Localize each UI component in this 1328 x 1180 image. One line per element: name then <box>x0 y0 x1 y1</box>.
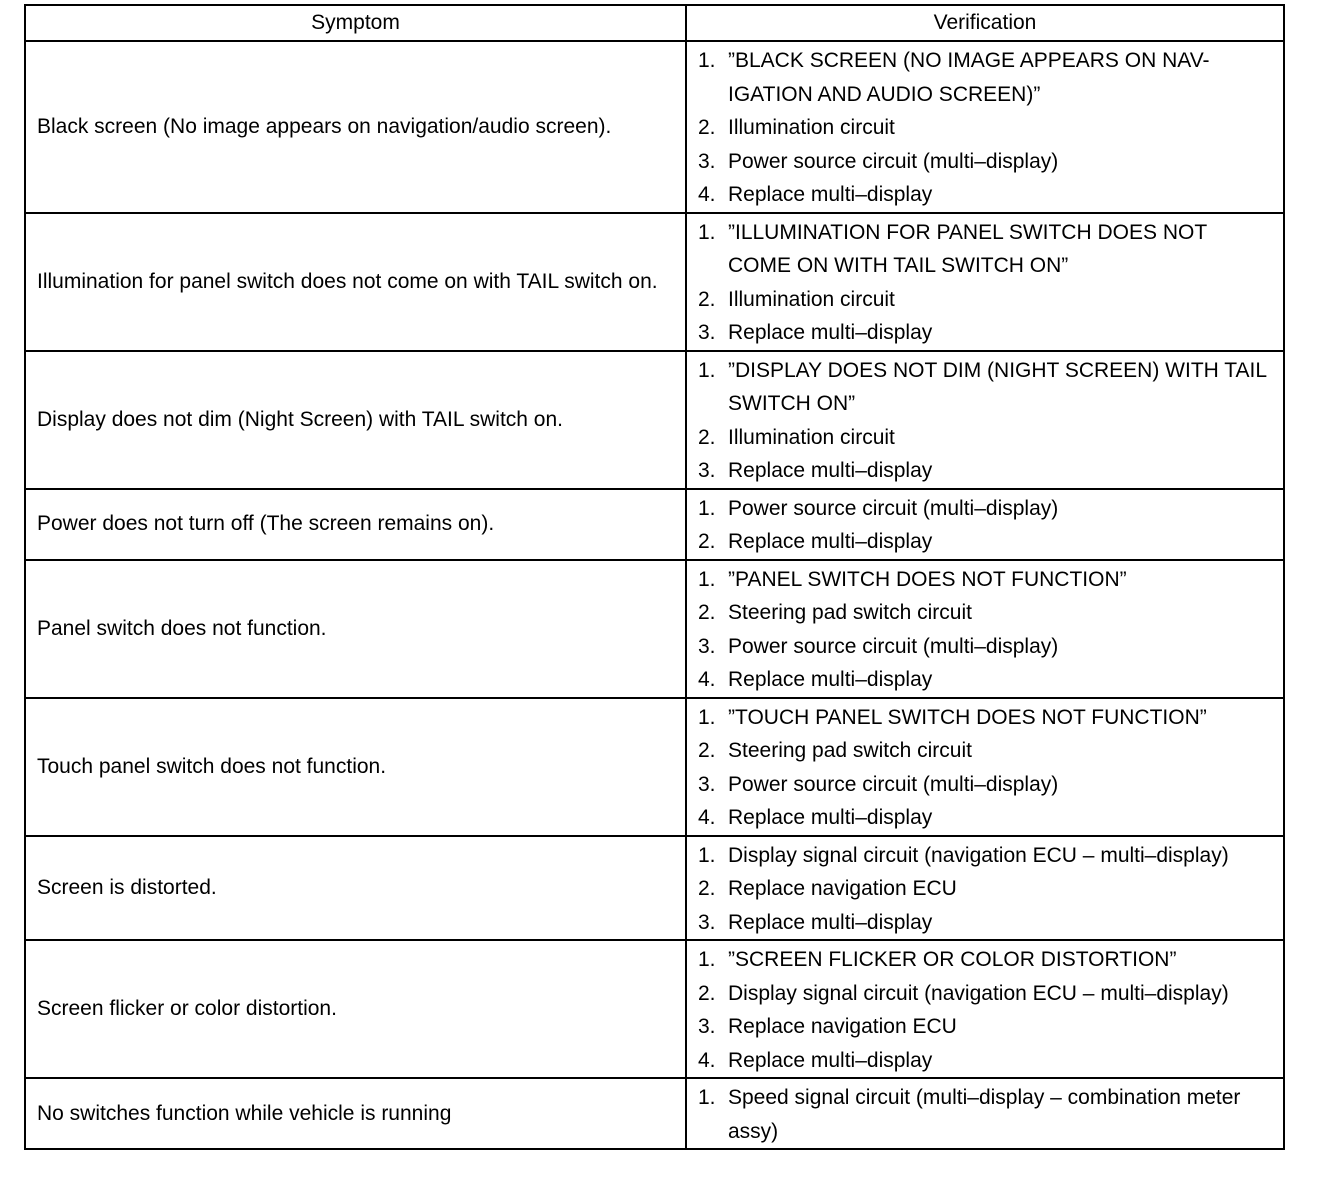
table-row <box>25 698 1284 836</box>
verification-cell <box>686 351 1284 489</box>
verification-steps <box>698 1081 1273 1148</box>
step-number: 4. <box>698 668 716 691</box>
symptom-cell: Display does not dim (Night Screen) with TAIL switch on. <box>25 351 686 489</box>
step-number: 2. <box>698 425 716 449</box>
verification-step <box>698 178 1273 212</box>
symptom-cell: Black screen (No image appears on navigation/audio screen). <box>25 41 686 213</box>
verification-step <box>698 768 1273 802</box>
verification-step <box>698 943 1273 977</box>
step-number: 1. <box>698 220 716 244</box>
step-text: Illumination circuit <box>728 425 895 449</box>
header-row <box>25 5 1284 41</box>
verification-steps <box>698 563 1273 697</box>
step-text: ”TOUCH PANEL SWITCH DOES NOT FUNCTION” <box>728 705 1207 729</box>
step-text: Illumination circuit <box>728 116 895 139</box>
verification-step <box>698 283 1273 317</box>
step-text: Replace multi–display <box>728 321 933 344</box>
symptom-cell: No switches function while vehicle is running <box>25 1078 686 1149</box>
verification-step <box>698 1081 1273 1148</box>
step-text: Speed signal circuit (multi–display – combination meter assy) <box>728 1086 1241 1143</box>
step-number: 3. <box>698 459 716 482</box>
verification-cell <box>686 836 1284 941</box>
step-number: 1. <box>698 843 716 867</box>
verification-step <box>698 354 1273 421</box>
verification-step <box>698 734 1273 768</box>
step-text: Replace navigation ECU <box>728 877 957 900</box>
step-number: 3. <box>698 149 716 173</box>
step-number: 1. <box>698 705 716 729</box>
symptom-cell: Illumination for panel switch does not come on with TAIL switch on. <box>25 213 686 351</box>
verification-step <box>698 44 1273 111</box>
verification-step <box>698 454 1273 488</box>
step-number: 2. <box>698 981 716 1005</box>
step-number: 1. <box>698 496 716 520</box>
verification-cell <box>686 213 1284 351</box>
verification-steps <box>698 44 1273 212</box>
symptom-cell: Power does not turn off (The screen remains on). <box>25 489 686 560</box>
step-number: 4. <box>698 806 716 829</box>
verification-steps <box>698 354 1273 488</box>
step-number: 2. <box>698 116 716 139</box>
verification-step <box>698 801 1273 835</box>
step-text: ”ILLUMINATION FOR PANEL SWITCH DOES NOT COME ON WITH TAIL SWITCH ON” <box>728 220 1207 277</box>
verification-step <box>698 563 1273 597</box>
step-text: ”DISPLAY DOES NOT DIM (NIGHT SCREEN) WITH TAIL SWITCH ON” <box>728 358 1267 415</box>
table-row <box>25 351 1284 489</box>
verification-step <box>698 421 1273 455</box>
verification-step <box>698 596 1273 630</box>
step-text: Display signal circuit (navigation ECU – multi–display) <box>728 843 1229 867</box>
verification-step <box>698 839 1273 873</box>
table-row <box>25 1078 1284 1149</box>
table-header <box>25 5 1284 41</box>
verification-column-header: Verification <box>686 5 1284 41</box>
step-text: Power source circuit (multi–display) <box>728 149 1059 173</box>
step-text: ”SCREEN FLICKER OR COLOR DISTORTION” <box>728 948 1177 971</box>
step-number: 1. <box>698 49 716 72</box>
verification-step <box>698 977 1273 1011</box>
table-row <box>25 489 1284 560</box>
verification-step <box>698 872 1273 906</box>
step-number: 2. <box>698 601 716 624</box>
verification-step <box>698 216 1273 283</box>
symptom-cell: Screen flicker or color distortion. <box>25 940 686 1078</box>
step-text: Power source circuit (multi–display) <box>728 496 1059 520</box>
step-number: 2. <box>698 530 716 553</box>
step-number: 3. <box>698 1015 716 1038</box>
verification-step <box>698 316 1273 350</box>
step-text: Power source circuit (multi–display) <box>728 772 1059 796</box>
step-number: 3. <box>698 910 716 934</box>
step-text: Replace multi–display <box>728 910 933 934</box>
symptom-column-header: Symptom <box>25 5 686 41</box>
step-text: Illumination circuit <box>728 287 895 311</box>
step-text: Replace multi–display <box>728 459 933 482</box>
verification-cell <box>686 489 1284 560</box>
step-number: 4. <box>698 1048 716 1072</box>
verification-step <box>698 701 1273 735</box>
step-number: 2. <box>698 287 716 311</box>
step-number: 1. <box>698 567 716 591</box>
step-text: Display signal circuit (navigation ECU – multi–display) <box>728 981 1229 1005</box>
step-text: Replace multi–display <box>728 530 933 553</box>
step-number: 1. <box>698 948 716 971</box>
table-row <box>25 560 1284 698</box>
verification-step <box>698 630 1273 664</box>
step-number: 2. <box>698 739 716 762</box>
step-text: ”PANEL SWITCH DOES NOT FUNCTION” <box>728 567 1127 591</box>
symptom-cell: Touch panel switch does not function. <box>25 698 686 836</box>
step-text: Replace multi–display <box>728 668 933 691</box>
verification-steps <box>698 943 1273 1077</box>
step-text: Replace navigation ECU <box>728 1015 957 1038</box>
step-number: 3. <box>698 634 716 658</box>
table-row <box>25 41 1284 213</box>
symptom-cell: Screen is distorted. <box>25 836 686 941</box>
table-row <box>25 213 1284 351</box>
step-number: 4. <box>698 183 716 206</box>
step-text: Replace multi–display <box>728 1048 933 1072</box>
verification-steps <box>698 701 1273 835</box>
verification-step <box>698 906 1273 940</box>
step-text: ”BLACK SCREEN (NO IMAGE APPEARS ON NAV-IGATION AND AUDIO SCREEN)” <box>728 49 1210 106</box>
verification-cell <box>686 940 1284 1078</box>
table-row <box>25 940 1284 1078</box>
verification-step <box>698 663 1273 697</box>
step-number: 3. <box>698 321 716 344</box>
step-text: Steering pad switch circuit <box>728 601 972 624</box>
verification-steps <box>698 216 1273 350</box>
verification-step <box>698 492 1273 526</box>
step-number: 3. <box>698 772 716 796</box>
verification-steps <box>698 492 1273 559</box>
step-text: Replace multi–display <box>728 183 933 206</box>
table-row <box>25 836 1284 941</box>
verification-cell <box>686 560 1284 698</box>
verification-cell <box>686 698 1284 836</box>
step-number: 1. <box>698 1086 716 1109</box>
verification-step <box>698 111 1273 145</box>
step-text: Steering pad switch circuit <box>728 739 972 762</box>
symptom-cell: Panel switch does not function. <box>25 560 686 698</box>
verification-step <box>698 1044 1273 1078</box>
verification-step <box>698 525 1273 559</box>
verification-cell <box>686 41 1284 213</box>
symptom-verification-table <box>24 4 1285 1150</box>
step-number: 2. <box>698 877 716 900</box>
verification-cell <box>686 1078 1284 1149</box>
step-text: Power source circuit (multi–display) <box>728 634 1059 658</box>
verification-step <box>698 145 1273 179</box>
table-body <box>25 41 1284 1149</box>
step-number: 1. <box>698 358 716 382</box>
step-text: Replace multi–display <box>728 806 933 829</box>
verification-steps <box>698 839 1273 940</box>
verification-step <box>698 1010 1273 1044</box>
